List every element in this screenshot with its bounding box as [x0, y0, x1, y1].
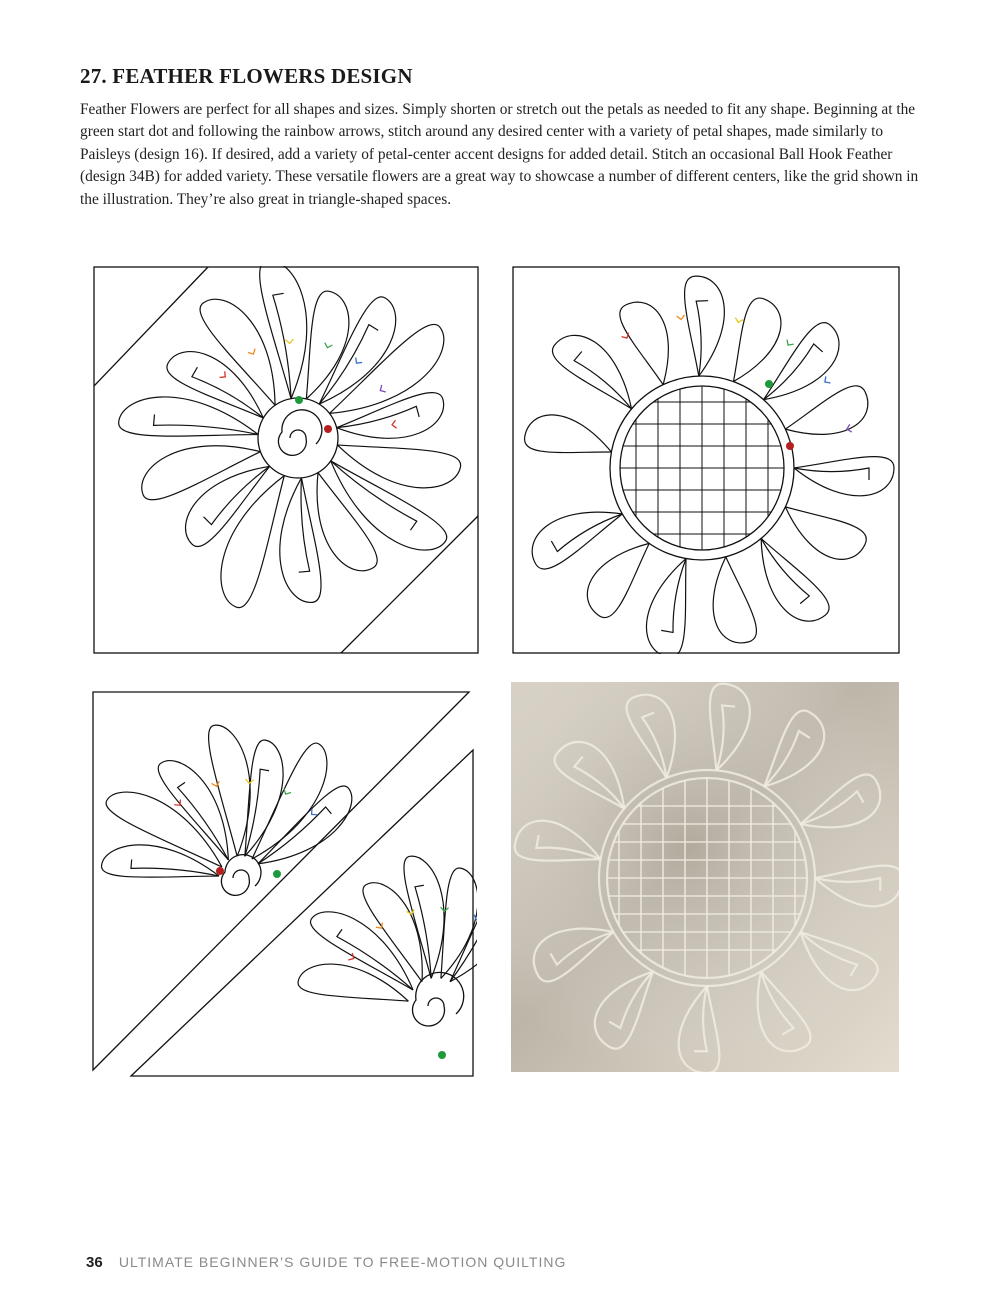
- petal-group: [525, 276, 894, 654]
- grid-flower-illustration: [512, 266, 900, 654]
- corner-diagonal-top-left: [94, 267, 208, 386]
- fabric-shading: [511, 682, 899, 1072]
- direction-arrow: [285, 339, 293, 344]
- intro-paragraph: Feather Flowers are perfect for all shapes and sizes. Simply shorten or stretch out the petals as needed to fit any shape. Beginning at the green start dot and following the rainbow arrows, stitch around any desired center with a variety of petal shapes, made similarly to Paisleys (design 16). If desired, add a variety of petal-center accent designs for added detail. Stitch an occasional Ball Hook Feather (design 34B) for added variety. These versatile flowers are a great way to showcase a number of different centers, like the grid shown in the illustration. They’re also great in triangle-shaped spaces.: [80, 101, 919, 208]
- petal-outline: [200, 299, 275, 405]
- direction-arrow: [823, 376, 831, 385]
- petal-outline: [404, 856, 444, 978]
- grid-lines: [620, 386, 784, 550]
- petal-curl: [761, 538, 809, 603]
- spiral-flower-illustration: [93, 266, 479, 654]
- petal-curl: [331, 461, 417, 530]
- quilted-sample-photo: [511, 682, 899, 1072]
- petal-outline: [106, 792, 222, 867]
- petal-outline: [685, 276, 725, 376]
- figure-grid-flower: [512, 266, 900, 654]
- upper-end-dot: [216, 867, 224, 875]
- petal-outline: [317, 473, 377, 571]
- petal-outline: [280, 478, 321, 603]
- page-footer: [86, 1254, 566, 1271]
- page-number: 36: [86, 1254, 103, 1271]
- direction-arrow: [353, 358, 362, 366]
- corner-diagonal-bottom-right: [341, 516, 478, 653]
- upper-start-dot: [273, 870, 281, 878]
- petal-curl: [661, 559, 686, 633]
- petal-outline: [733, 298, 780, 381]
- direction-arrow: [734, 318, 743, 324]
- petal-outline: [221, 476, 284, 608]
- petal-outline: [587, 543, 649, 617]
- lower-spiral: [413, 972, 464, 1026]
- direction-arrow: [378, 385, 385, 394]
- petal-curl: [794, 468, 869, 480]
- petal-curl: [319, 325, 378, 405]
- petal-outline: [525, 415, 612, 453]
- center-spiral: [278, 410, 321, 456]
- direction-arrow: [212, 781, 221, 787]
- petal-outline: [158, 761, 228, 860]
- petal-outline: [337, 393, 444, 439]
- lower-start-dot: [438, 1051, 446, 1059]
- petal-curl: [337, 406, 420, 427]
- end-dot: [786, 442, 794, 450]
- petal-outline: [620, 302, 669, 384]
- figure-quilted-photo: [511, 682, 899, 1072]
- figure-triangle-flowers: [91, 688, 477, 1078]
- figure-spiral-flower: [93, 266, 479, 654]
- petal-curl: [178, 782, 229, 860]
- petal-outline: [646, 559, 686, 654]
- petal-curl: [131, 859, 219, 876]
- frame-square: [94, 267, 478, 653]
- triangle-flowers-illustration: [91, 688, 477, 1078]
- start-dot: [765, 380, 773, 388]
- petal-outline: [794, 457, 894, 496]
- petal-outline: [785, 386, 867, 435]
- start-dot: [295, 396, 303, 404]
- direction-arrow: [677, 315, 685, 320]
- petal-outline: [186, 466, 270, 546]
- petal-outline: [713, 557, 756, 643]
- direction-arrow: [248, 349, 257, 356]
- petal-outline: [260, 266, 307, 399]
- petal-outline: [785, 507, 866, 559]
- running-title: ULTIMATE BEGINNER’S GUIDE TO FREE-MOTION QUILTING: [118, 1254, 567, 1270]
- petal-outline: [306, 291, 349, 399]
- direction-arrow: [324, 343, 333, 349]
- petal-curl: [154, 414, 259, 434]
- end-dot: [324, 425, 332, 433]
- petal-outline: [298, 964, 408, 1001]
- petal-curl: [551, 514, 622, 552]
- petal-outline: [764, 323, 839, 400]
- section-title: 27. FEATHER FLOWERS DESIGN: [80, 64, 413, 88]
- upper-spiral: [221, 855, 261, 896]
- petal-group: [102, 725, 477, 1001]
- petal-outline: [319, 297, 396, 404]
- direction-arrow: [392, 420, 397, 428]
- direction-arrow: [785, 340, 794, 348]
- direction-arrow: [440, 907, 448, 912]
- direction-arrow: [220, 371, 228, 380]
